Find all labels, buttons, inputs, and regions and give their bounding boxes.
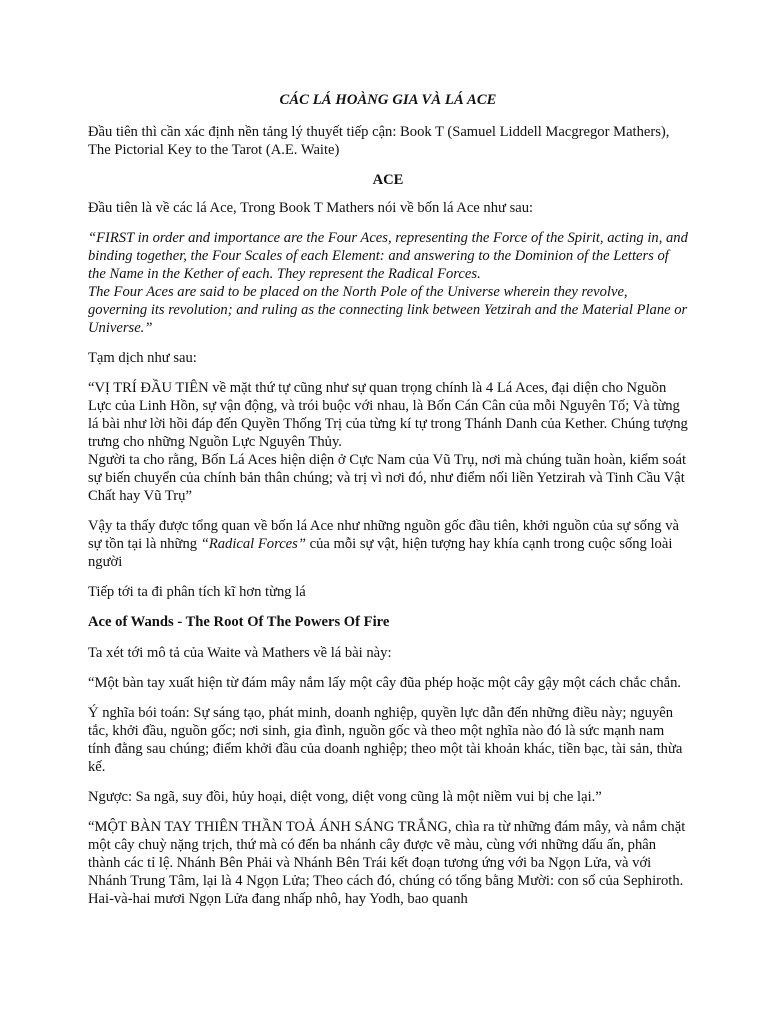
radical-forces-emphasis: “Radical Forces” bbox=[200, 536, 306, 552]
translation-label: Tạm dịch như sau: bbox=[88, 350, 197, 366]
summary-text-before: Vậy ta thấy được tổng quan về bốn lá Ace như những nguồn gốc đầu tiên, khởi nguồn của sự sống và sự tồn tại là những bbox=[88, 518, 679, 552]
ace-heading: ACE bbox=[372, 172, 404, 188]
wands-intro-paragraph: Ta xét tới mô tả của Waite và Mathers về lá bài này: bbox=[88, 645, 392, 661]
document-page bbox=[88, 91, 688, 920]
english-quote-part-1: “FIRST in order and importance are the Four Aces, representing the Force of the Spirit, acting in, and binding together, the Four Scales of each Element: and answering to the Dominion of the Letters of the Name in the Kether of each. They represent the Radical Forces. bbox=[88, 230, 688, 282]
document-title: CÁC LÁ HOÀNG GIA VÀ LÁ ACE bbox=[279, 92, 497, 108]
summary-text-after: của mỗi sự vật, hiện tượng hay khía cạnh trong cuộc sống loài người bbox=[88, 536, 673, 570]
waite-quote-paragraph: “Một bàn tay xuất hiện từ đám mây nắm lấy một cây đũa phép hoặc một cây gậy một cách chắc chắn. bbox=[88, 675, 682, 691]
ace-of-wands-heading: Ace of Wands - The Root Of The Powers Of Fire bbox=[88, 614, 390, 630]
next-line-paragraph: Tiếp tới ta đi phân tích kĩ hơn từng lá bbox=[88, 584, 306, 600]
mathers-quote-paragraph: “MỘT BÀN TAY THIÊN THẦN TOẢ ÁNH SÁNG TRẮNG, chìa ra từ những đám mây, và nắm chặt một cây chuỳ nặng trịch, thứ mà có đến ba nhánh cây được vẽ màu, cùng với những dấu ấn, phân thành các tỉ lệ. Nhánh Bên Phải và Nhánh Bên Trái kết đoạn tương ứng với ba Ngọn Lửa, và với Nhánh Trung Tâm, lại là 4 Ngọn Lửa; Theo cách đó, chúng có tổng bằng Mười: con số của Sephiroth. Hai-và-hai mươi Ngọn Lửa đang nhấp nhô, hay Yodh, bao quanh bbox=[88, 819, 686, 907]
summary-paragraph bbox=[88, 517, 688, 571]
vietnamese-quote-part-2: Người ta cho rằng, Bốn Lá Aces hiện diện ở Cực Nam của Vũ Trụ, nơi mà chúng tuần hoàn, kiểm soát sự biến chuyển của chính bản thân chúng; và trị vì nơi đó, như điểm nối liền Yetzirah và Tinh Cầu Vật Chất hay Vũ Trụ” bbox=[88, 452, 687, 504]
ace-intro-paragraph: Đầu tiên là về các lá Ace, Trong Book T Mathers nói về bốn lá Ace như sau: bbox=[88, 200, 534, 216]
intro-paragraph: Đầu tiên thì cần xác định nền tảng lý thuyết tiếp cận: Book T (Samuel Liddell Macgregor Mathers), The Pictorial Key to the Tarot (A.E. Waite) bbox=[88, 124, 670, 158]
vietnamese-quote-part-1: “VỊ TRÍ ĐẦU TIÊN về mặt thứ tự cũng như sự quan trọng chính là 4 Lá Aces, đại diện cho Nguồn Lực của Linh Hồn, sự vận động, và trói buộc với nhau, là Bốn Cán Cân của mỗi Nguyên Tố; Và từng lá bài như lời hồi đáp đến Quyền Thống Trị của từng kí tự trong Thánh Danh của Kether. Chúng tượng trưng cho những Nguồn Lực Nguyên Thủy. bbox=[88, 380, 688, 450]
english-quote-part-2: The Four Aces are said to be placed on the North Pole of the Universe wherein they revolve, governing its revolution; and ruling as the connecting link between Yetzirah and the Material Plane or Universe.” bbox=[88, 284, 688, 336]
reversed-paragraph: Ngược: Sa ngã, suy đồi, hủy hoại, diệt vong, diệt vong cũng là một niềm vui bị che lại.” bbox=[88, 789, 602, 805]
divination-paragraph: Ý nghĩa bói toán: Sự sáng tạo, phát minh, doanh nghiệp, quyền lực dẫn đến những điều này; nguyên tắc, khởi đầu, nguồn gốc; nơi sinh, gia đình, nguồn gốc và theo một nghĩa nào đó là sức mạnh nam tính đằng sau chúng; điểm khởi đầu của doanh nghiệp; theo một tài khoản khác, tiền bạc, tài sản, thừa kế. bbox=[88, 705, 683, 775]
